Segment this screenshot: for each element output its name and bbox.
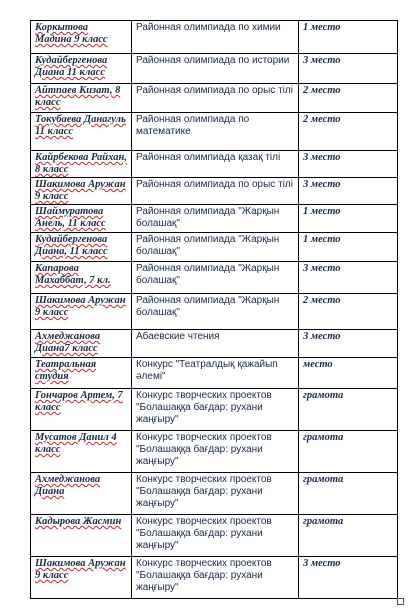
event-name: Районная олимпиада "Жарқын болашақ" [136, 295, 280, 318]
student-name-cell [31, 294, 132, 330]
student-name-cell [31, 557, 132, 599]
result-cell [299, 358, 398, 389]
table-row [31, 84, 398, 113]
table-row [31, 557, 398, 599]
student-name-cell [31, 84, 132, 113]
result-cell [299, 557, 398, 599]
student-name: Гончаров Артем, 7 класс [35, 390, 123, 413]
student-name: Шакимова Аружан 9 класс [35, 179, 126, 202]
result-place: грамота [303, 474, 344, 485]
student-name-cell [31, 151, 132, 178]
event-name: Районная олимпиада по истории [136, 55, 290, 66]
table-row [31, 113, 398, 151]
event-cell [132, 21, 299, 54]
event-cell [132, 330, 299, 358]
event-cell [132, 389, 299, 431]
event-name: Районная олимпиада по химии [136, 22, 281, 33]
result-place: 3 место [303, 558, 341, 569]
result-place: 3 место [303, 179, 341, 190]
event-name: Конкурс творческих проектов "Болашаққа бағдар: рухани жаңғыру" [136, 558, 272, 593]
table-row [31, 21, 398, 54]
student-name: Ахмеджанова Диана7 класс [35, 331, 101, 354]
event-name: Районная олимпиада "Жарқын болашақ" [136, 206, 280, 229]
table-row [31, 294, 398, 330]
student-name: Токубаева Данагуль 11 класс [35, 114, 126, 137]
result-cell [299, 113, 398, 151]
event-cell [132, 431, 299, 473]
student-name: Капарова Махаббат, 7 кл. [35, 263, 111, 286]
event-name: Районная олимпиада по орыс тілі [136, 85, 293, 96]
event-name: Конкурс "Театралдық қажайып әлемі" [136, 359, 278, 382]
student-name: Коркытова Мадина 9 класс [35, 22, 108, 45]
student-name-cell [31, 330, 132, 358]
result-place: место [303, 359, 333, 370]
table-row [31, 205, 398, 233]
table-row [31, 515, 398, 557]
result-cell [299, 205, 398, 233]
table-row [31, 389, 398, 431]
result-cell [299, 151, 398, 178]
table-end-marker [397, 598, 404, 605]
student-name-cell [31, 431, 132, 473]
awards-table [30, 20, 398, 599]
result-cell [299, 473, 398, 515]
student-name-cell [31, 473, 132, 515]
table-row [31, 262, 398, 294]
result-place: 1 место [303, 234, 341, 245]
table-row [31, 151, 398, 178]
result-cell [299, 294, 398, 330]
event-cell [132, 294, 299, 330]
event-name: Конкурс творческих проектов "Болашаққа бағдар: рухани жаңғыру" [136, 516, 272, 551]
event-cell [132, 358, 299, 389]
event-name: Районная олимпиада по орыс тілі [136, 179, 293, 190]
student-name: Кудайбергенова Диана, 11 класс [35, 234, 108, 257]
student-name-cell [31, 178, 132, 205]
student-name-cell [31, 205, 132, 233]
table-row [31, 54, 398, 84]
result-place: 3 место [303, 152, 341, 163]
result-place: 2 место [303, 295, 341, 306]
result-place: 1 место [303, 22, 341, 33]
student-name: Кайрбекова Райхан, 8 класс [35, 152, 127, 175]
event-cell [132, 151, 299, 178]
table-row [31, 473, 398, 515]
awards-table-body [31, 21, 398, 599]
student-name-cell [31, 389, 132, 431]
student-name: Театральная студия [35, 359, 97, 382]
student-name: Кадырова Жасмин [35, 516, 122, 527]
result-cell [299, 431, 398, 473]
table-row [31, 233, 398, 262]
event-name: Конкурс творческих проектов "Болашаққа бағдар: рухани жаңғыру" [136, 474, 272, 509]
result-place: грамота [303, 432, 344, 443]
event-cell [132, 262, 299, 294]
result-cell [299, 178, 398, 205]
event-cell [132, 473, 299, 515]
result-place: 3 место [303, 331, 341, 342]
student-name-cell [31, 358, 132, 389]
student-name-cell [31, 233, 132, 262]
student-name-cell [31, 113, 132, 151]
event-cell [132, 178, 299, 205]
event-name: Абаевские чтения [136, 331, 220, 342]
event-name: Конкурс творческих проектов "Болашаққа бағдар: рухани жаңғыру" [136, 432, 272, 467]
result-cell [299, 84, 398, 113]
result-place: грамота [303, 516, 344, 527]
result-place: 3 место [303, 263, 341, 274]
result-place: 1 место [303, 206, 341, 217]
result-cell [299, 21, 398, 54]
student-name: Кудайбергенова Диана 11 класс [35, 55, 108, 78]
result-cell [299, 389, 398, 431]
event-name: Конкурс творческих проектов "Болашаққа бағдар: рухани жаңғыру" [136, 390, 272, 425]
student-name: Ахмеджанова Диана [35, 474, 101, 497]
event-cell [132, 113, 299, 151]
result-place: 3 место [303, 55, 341, 66]
result-cell [299, 262, 398, 294]
event-cell [132, 84, 299, 113]
student-name-cell [31, 54, 132, 84]
result-cell [299, 54, 398, 84]
event-name: Районная олимпиада по математике [136, 114, 250, 137]
result-place: 2 место [303, 114, 341, 125]
event-name: Районная олимпиада "Жарқын болашақ" [136, 234, 280, 257]
student-name-cell [31, 262, 132, 294]
student-name: Шаймуратова Анель, 11 класс [35, 206, 106, 229]
result-place: грамота [303, 390, 344, 401]
event-name: Районная олимпиада "Жарқын болашақ" [136, 263, 280, 286]
student-name: Мусатов Данил 4 класс [35, 432, 117, 455]
student-name-cell [31, 21, 132, 54]
table-row [31, 178, 398, 205]
student-name: Шакимова Аружан 9 класс [35, 558, 126, 581]
student-name: Шакимова Аружан 9 класс [35, 295, 126, 318]
result-place: 2 место [303, 85, 341, 96]
student-name: Айтпаев Кизат, 8 класс [35, 85, 121, 108]
student-name-cell [31, 515, 132, 557]
event-cell [132, 54, 299, 84]
event-cell [132, 233, 299, 262]
result-cell [299, 330, 398, 358]
table-row [31, 358, 398, 389]
table-row [31, 431, 398, 473]
event-cell [132, 557, 299, 599]
event-cell [132, 205, 299, 233]
result-cell [299, 515, 398, 557]
table-row [31, 330, 398, 358]
event-name: Районная олимпиада қазақ тілі [136, 152, 281, 163]
event-cell [132, 515, 299, 557]
result-cell [299, 233, 398, 262]
